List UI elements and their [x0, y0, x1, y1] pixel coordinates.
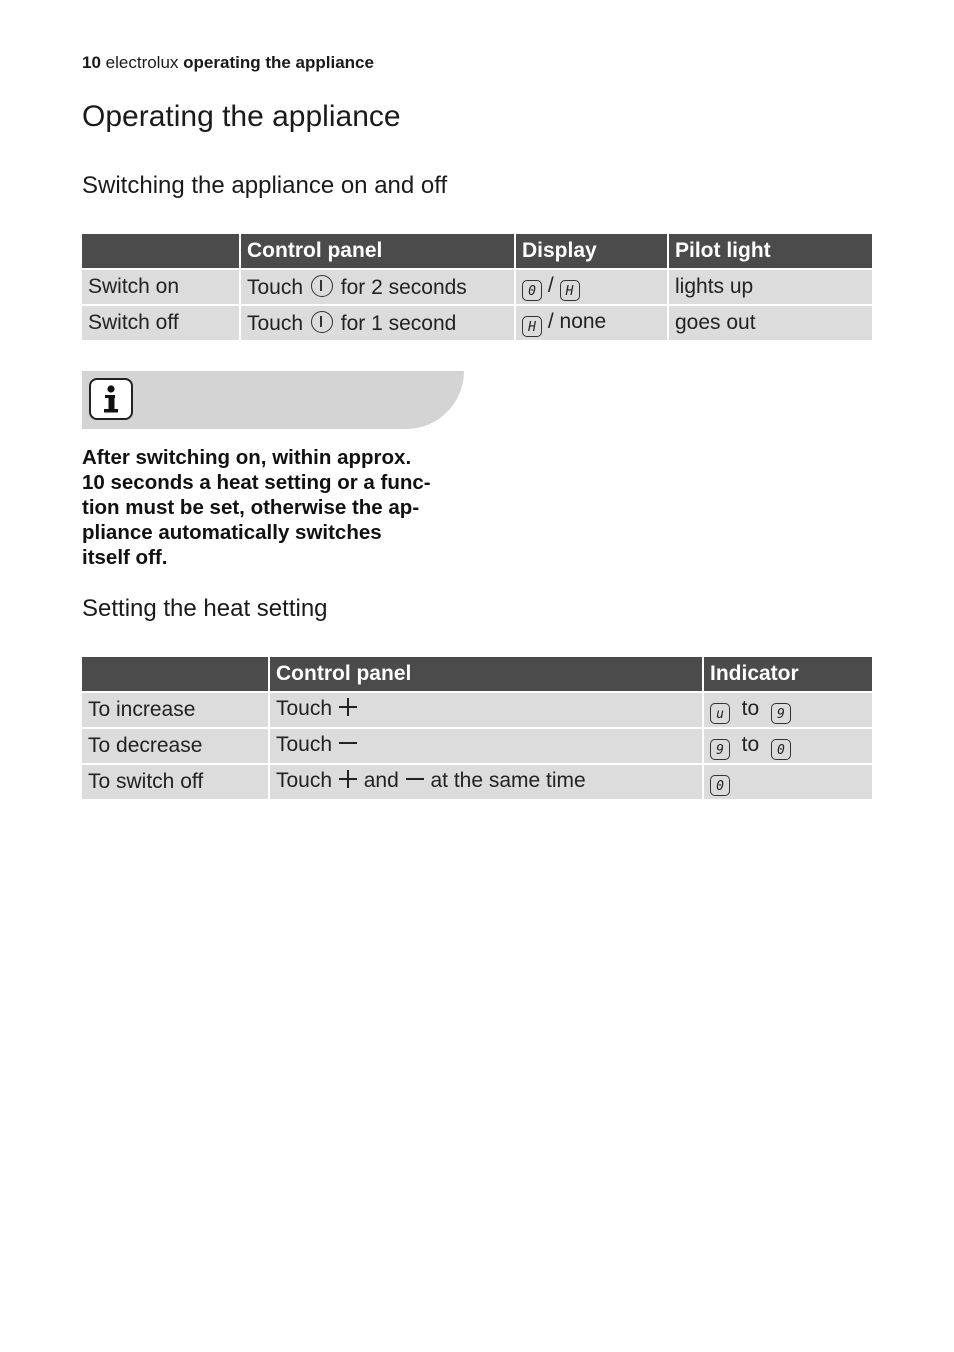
- page-number: 10: [82, 53, 101, 72]
- indicator-symbol: 0: [710, 775, 730, 796]
- info-icon: [89, 378, 133, 420]
- table-row: [82, 764, 872, 800]
- action-cell: Switch on: [82, 269, 240, 305]
- column-header: Display: [515, 234, 668, 269]
- indicator-symbol-from: u: [710, 703, 730, 724]
- action-cell: Switch off: [82, 305, 240, 341]
- display-symbol-zero: 0: [522, 280, 542, 301]
- section-name: operating the appliance: [183, 53, 374, 72]
- table-row: [82, 269, 872, 305]
- indicator-symbol-to: 9: [771, 703, 791, 724]
- info-banner: [82, 371, 464, 429]
- power-icon: [311, 311, 333, 333]
- brand-name: electrolux: [105, 53, 179, 72]
- indicator-to-word: to: [741, 732, 760, 756]
- indicator-symbol-from: 9: [710, 739, 730, 760]
- table-header-row: [82, 657, 872, 692]
- page-title: Operating the appliance: [82, 100, 401, 133]
- control-cell: [240, 269, 515, 305]
- note-line: 10 seconds a heat setting or a func-: [82, 471, 431, 494]
- column-header: Indicator: [703, 657, 872, 692]
- control-prefix: Touch: [247, 311, 304, 335]
- plus-icon: [338, 697, 358, 723]
- pilot-cell: lights up: [668, 269, 872, 305]
- indicator-symbol-to: 0: [771, 739, 791, 760]
- table-row: [82, 305, 872, 341]
- control-cell: [269, 764, 703, 800]
- page-header: [82, 53, 374, 73]
- control-prefix: Touch: [276, 769, 333, 792]
- display-symbol-h: H: [560, 280, 580, 301]
- column-header: Control panel: [269, 657, 703, 692]
- display-separator: / none: [547, 309, 607, 333]
- heat-table: [82, 657, 872, 801]
- table-row: [82, 728, 872, 764]
- indicator-cell: [703, 728, 872, 764]
- plus-icon: [338, 769, 358, 795]
- control-cell: [269, 728, 703, 764]
- column-header: [82, 234, 240, 269]
- display-cell: [515, 305, 668, 341]
- control-cell: [269, 692, 703, 728]
- display-separator: /: [547, 273, 554, 297]
- control-suffix: for 1 second: [340, 311, 457, 335]
- indicator-cell: [703, 764, 872, 800]
- switching-heading: Switching the appliance on and off: [82, 172, 448, 199]
- table-row: [82, 692, 872, 728]
- control-cell: [240, 305, 515, 341]
- power-icon: [311, 275, 333, 297]
- column-header: [82, 657, 269, 692]
- info-note-text: [82, 445, 472, 570]
- control-and: and: [363, 769, 399, 792]
- table-header-row: [82, 234, 872, 269]
- pilot-cell: goes out: [668, 305, 872, 341]
- action-cell: To increase: [82, 692, 269, 728]
- control-prefix: Touch: [276, 697, 333, 720]
- column-header: Pilot light: [668, 234, 872, 269]
- heat-heading: Setting the heat setting: [82, 595, 328, 622]
- action-cell: To decrease: [82, 728, 269, 764]
- display-symbol-h: H: [522, 316, 542, 337]
- indicator-cell: [703, 692, 872, 728]
- note-line: pliance automatically switches: [82, 521, 382, 544]
- indicator-to-word: to: [741, 696, 760, 720]
- control-prefix: Touch: [247, 275, 304, 299]
- minus-icon: [405, 769, 425, 795]
- note-line: itself off.: [82, 546, 168, 569]
- control-prefix: Touch: [276, 733, 333, 756]
- action-cell: To switch off: [82, 764, 269, 800]
- control-suffix: at the same time: [430, 769, 586, 792]
- control-suffix: for 2 seconds: [340, 275, 467, 299]
- display-cell: [515, 269, 668, 305]
- note-line: tion must be set, otherwise the ap-: [82, 496, 420, 519]
- switching-table: [82, 234, 872, 342]
- note-line: After switching on, within approx.: [82, 446, 412, 469]
- column-header: Control panel: [240, 234, 515, 269]
- minus-icon: [338, 733, 358, 759]
